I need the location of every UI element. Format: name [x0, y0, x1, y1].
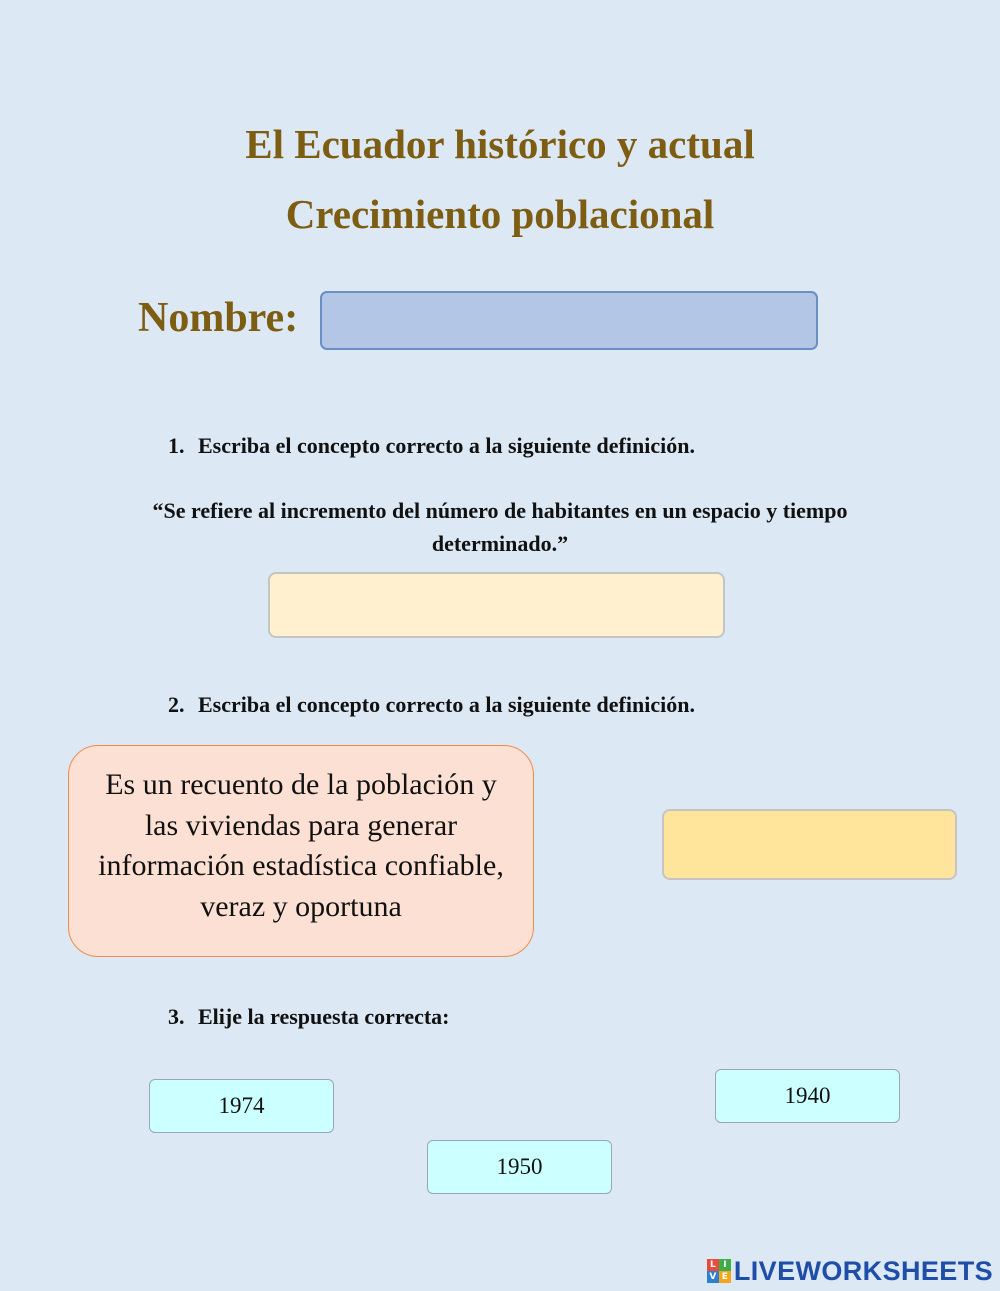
worksheet-title: El Ecuador histórico y actual	[245, 121, 755, 167]
question-1-quote: “Se refiere al incremento del número de habitantes en un espacio y tiempo determinado.”	[152, 498, 848, 556]
worksheet-subtitle: Crecimiento poblacional	[285, 191, 715, 237]
question-3-number: 3.	[168, 1004, 185, 1029]
logo-mark-icon	[707, 1259, 731, 1283]
liveworksheets-logo	[707, 1255, 993, 1287]
question-1-text: Escriba el concepto correcto a la siguiente definición.	[198, 433, 695, 458]
option-1940[interactable]: 1940	[715, 1069, 900, 1123]
question-3	[168, 1003, 450, 1031]
logo-mark-letter: L	[707, 1259, 719, 1271]
logo-mark-letter: E	[719, 1271, 731, 1283]
question-2-definition: Es un recuento de la población y las viviendas para generar información estadística confiable, veraz y oportuna	[98, 768, 504, 923]
question-1	[168, 432, 695, 460]
question-1-answer-input[interactable]	[268, 572, 725, 638]
logo-mark-letter: V	[707, 1271, 719, 1283]
question-2-definition-box	[68, 745, 534, 957]
question-3-text: Elije la respuesta correcta:	[198, 1004, 450, 1029]
name-label: Nombre:	[138, 295, 299, 341]
question-2-number: 2.	[168, 692, 185, 717]
option-1950[interactable]: 1950	[427, 1140, 612, 1194]
question-2-answer-input[interactable]	[662, 809, 957, 880]
option-1974[interactable]: 1974	[149, 1079, 334, 1133]
logo-text: LIVEWORKSHEETS	[733, 1255, 993, 1286]
question-2-text: Escriba el concepto correcto a la siguiente definición.	[198, 692, 695, 717]
question-2	[168, 691, 695, 719]
logo-mark-letter: I	[719, 1259, 731, 1271]
question-1-number: 1.	[168, 433, 185, 458]
name-input[interactable]	[320, 291, 818, 350]
